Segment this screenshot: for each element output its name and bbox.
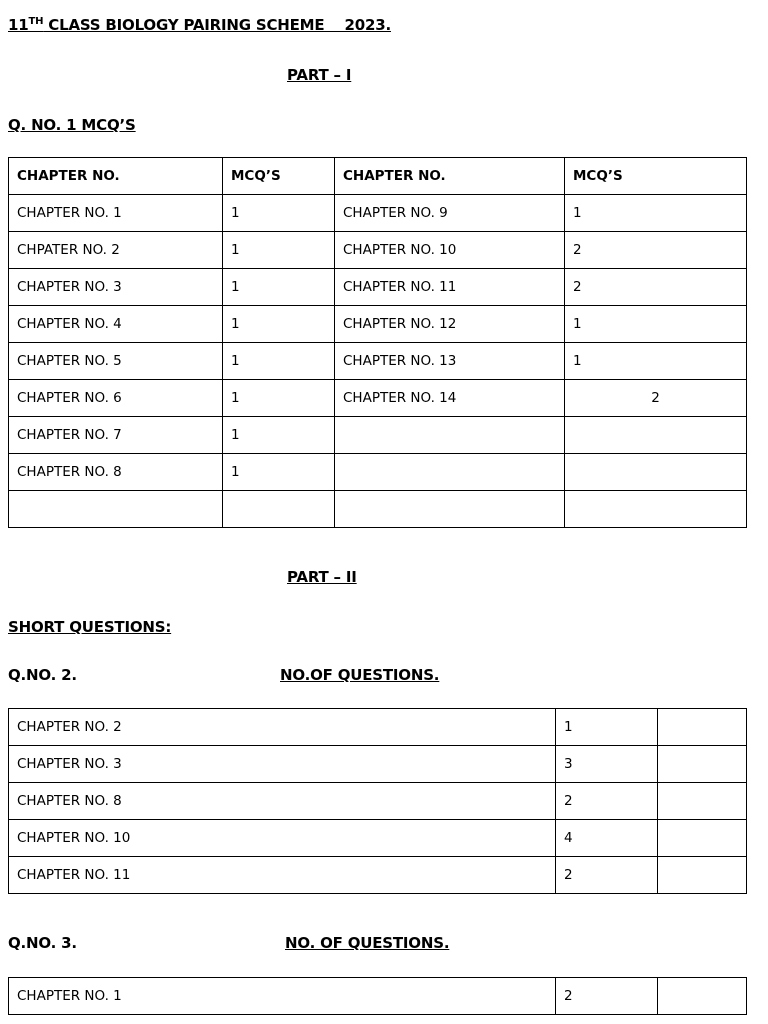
chapter-cell: CHAPTER NO. 1 — [9, 978, 556, 1015]
mcq-table — [8, 157, 747, 528]
question-count-cell: 2 — [556, 857, 658, 894]
chapter-cell: CHPATER NO. 2 — [9, 232, 223, 269]
q3-table — [8, 977, 747, 1015]
empty-cell — [658, 709, 747, 746]
header-chapter-no: CHAPTER NO. — [9, 158, 223, 195]
q2-label: Q.NO. 2. — [8, 666, 77, 684]
title-rest: CLASS BIOLOGY PAIRING SCHEME 2023. — [43, 16, 391, 34]
mcq-count-cell: 2 — [565, 232, 747, 269]
question-count-cell: 1 — [556, 709, 658, 746]
chapter-cell: CHAPTER NO. 8 — [9, 783, 556, 820]
title-prefix: 11 — [8, 16, 29, 34]
table-row — [9, 454, 747, 491]
chapter-cell: CHAPTER NO. 5 — [9, 343, 223, 380]
mcq-count-cell: 1 — [565, 306, 747, 343]
q1-heading: Q. NO. 1 MCQ’S — [8, 116, 136, 134]
q2-heading — [8, 666, 440, 684]
empty-cell — [658, 857, 747, 894]
part2-heading: PART – II — [287, 568, 357, 586]
table-row — [9, 343, 747, 380]
mcq-count-cell — [565, 417, 747, 454]
mcq-count-cell: 1 — [223, 380, 335, 417]
chapter-cell: CHAPTER NO. 10 — [335, 232, 565, 269]
mcq-count-cell: 1 — [223, 306, 335, 343]
chapter-cell — [9, 491, 223, 528]
chapter-cell: CHAPTER NO. 8 — [9, 454, 223, 491]
empty-cell — [658, 978, 747, 1015]
table-row — [9, 746, 747, 783]
q3-heading — [8, 934, 450, 952]
question-count-cell: 3 — [556, 746, 658, 783]
chapter-cell: CHAPTER NO. 11 — [335, 269, 565, 306]
mcq-count-cell — [565, 491, 747, 528]
chapter-cell — [335, 417, 565, 454]
empty-cell — [658, 746, 747, 783]
document-title — [8, 16, 391, 34]
chapter-cell: CHAPTER NO. 12 — [335, 306, 565, 343]
q2-table — [8, 708, 747, 894]
mcq-count-cell: 1 — [565, 343, 747, 380]
table-row — [9, 195, 747, 232]
mcq-table-header — [9, 158, 747, 195]
mcq-count-cell — [223, 491, 335, 528]
table-row — [9, 491, 747, 528]
chapter-cell: CHAPTER NO. 1 — [9, 195, 223, 232]
mcq-count-cell: 1 — [223, 232, 335, 269]
chapter-cell: CHAPTER NO. 9 — [335, 195, 565, 232]
header-mcqs-2: MCQ’S — [565, 158, 747, 195]
chapter-cell: CHAPTER NO. 7 — [9, 417, 223, 454]
chapter-cell: CHAPTER NO. 11 — [9, 857, 556, 894]
chapter-cell: CHAPTER NO. 10 — [9, 820, 556, 857]
header-chapter-no-2: CHAPTER NO. — [335, 158, 565, 195]
chapter-cell: CHAPTER NO. 13 — [335, 343, 565, 380]
table-row — [9, 783, 747, 820]
table-row — [9, 269, 747, 306]
table-row — [9, 857, 747, 894]
mcq-count-cell: 1 — [223, 269, 335, 306]
mcq-count-cell: 1 — [223, 454, 335, 491]
chapter-cell: CHAPTER NO. 4 — [9, 306, 223, 343]
question-count-cell: 2 — [556, 978, 658, 1015]
q3-label: Q.NO. 3. — [8, 934, 77, 952]
table-row — [9, 978, 747, 1015]
chapter-cell: CHAPTER NO. 6 — [9, 380, 223, 417]
mcq-count-cell: 1 — [223, 417, 335, 454]
chapter-cell: CHAPTER NO. 2 — [9, 709, 556, 746]
question-count-cell: 2 — [556, 783, 658, 820]
mcq-count-cell: 1 — [223, 343, 335, 380]
question-count-cell: 4 — [556, 820, 658, 857]
part1-heading: PART – I — [287, 66, 352, 84]
title-superscript: TH — [28, 16, 44, 27]
mcq-count-cell: 1 — [223, 195, 335, 232]
table-row — [9, 380, 747, 417]
mcq-count-cell: 1 — [565, 195, 747, 232]
empty-cell — [658, 783, 747, 820]
mcq-count-cell: 2 — [565, 269, 747, 306]
mcq-count-cell — [565, 454, 747, 491]
table-row — [9, 306, 747, 343]
mcq-count-cell: 2 — [565, 380, 747, 417]
chapter-cell: CHAPTER NO. 3 — [9, 269, 223, 306]
chapter-cell: CHAPTER NO. 14 — [335, 380, 565, 417]
table-row — [9, 709, 747, 746]
empty-cell — [658, 820, 747, 857]
chapter-cell: CHAPTER NO. 3 — [9, 746, 556, 783]
table-row — [9, 820, 747, 857]
table-row — [9, 417, 747, 454]
chapter-cell — [335, 454, 565, 491]
q3-count-label: NO. OF QUESTIONS. — [285, 934, 450, 952]
header-mcqs: MCQ’S — [223, 158, 335, 195]
q2-count-label: NO.OF QUESTIONS. — [280, 666, 440, 684]
chapter-cell — [335, 491, 565, 528]
short-questions-heading: SHORT QUESTIONS: — [8, 618, 172, 636]
table-row — [9, 232, 747, 269]
